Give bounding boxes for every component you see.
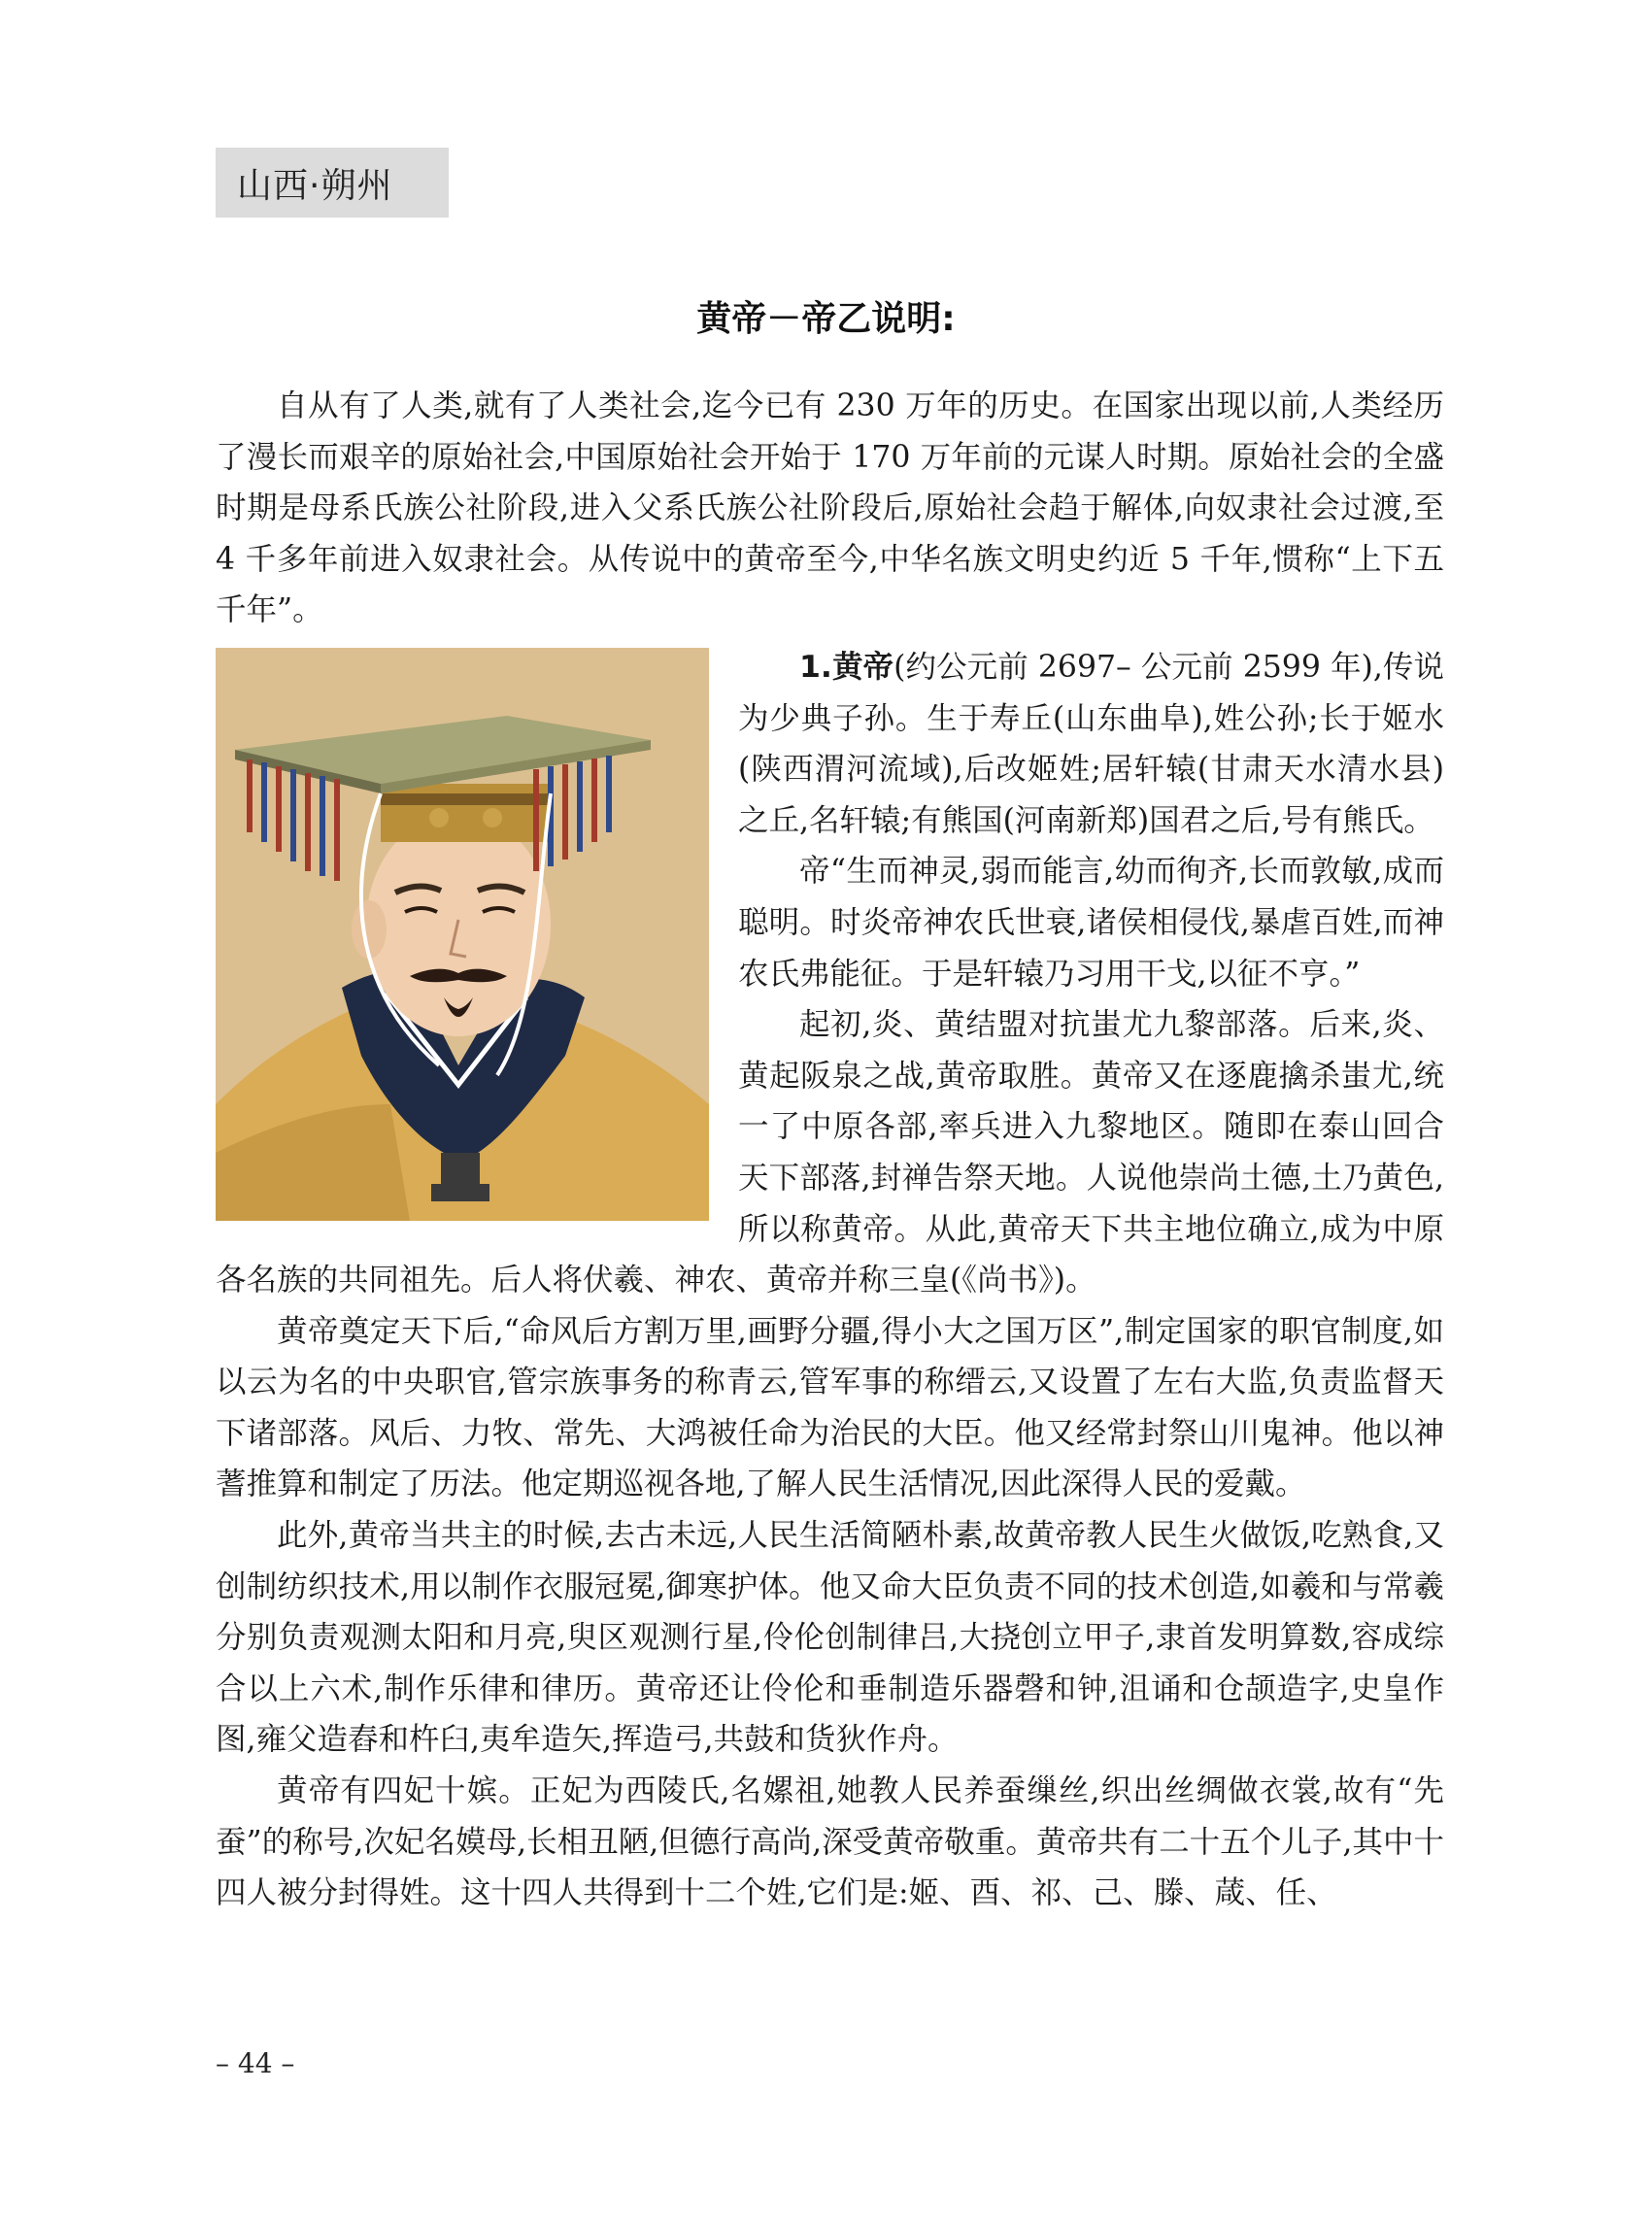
intro-paragraph: 自从有了人类,就有了人类社会,迄今已有 230 万年的历史。在国家出现以前,人类经历了漫长而艰辛的原始社会,中国原始社会开始于 170 万年前的元谋人时期。原始社会的全盛时期是母系氏族公社阶段,进入父系氏族公社阶段后,原始社会趋于解体,向奴隶社会过渡,至 4 千多年前进入奴隶社会。从传说中的黄帝至今,中华名族文明史约近 5 千年,惯称“上下五千年”。 [216,388,1444,628]
huangdi-text: (约公元前 2697– 公元前 2599 年),传说为少典子孙。生于寿丘(山东曲阜),姓公孙;长于姬水(陕西渭河流域),后改姬姓;居轩辕(甘肃天水清水县)之丘,名轩辕;有熊国(河南新郑)国君之后,号有熊氏。 [738,649,1444,838]
section-tab [216,148,449,218]
section-tab-label: 山西·朔州 [237,165,393,206]
page-number: – 44 – [216,2047,295,2079]
huangdi-heading: 1.黄帝 [799,649,894,685]
page-title: 黄帝－帝乙说明: [696,299,956,339]
article-body [216,381,1444,1919]
paragraph-quote: 帝“生而神灵,弱而能言,幼而徇齐,长而敦敏,成而聪明。时炎帝神农氏世衰,诸侯相侵伐,暴虐百姓,而神农氏弗能征。于是轩辕乃习用干戈,以征不亨。” [738,854,1444,992]
paragraph-governance: 黄帝奠定天下后,“命风后方割万里,画野分疆,得小大之国万区”,制定国家的职官制度,如以云为名的中央职官,管宗族事务的称青云,管军事的称缙云,又设置了左右大监,负责监督天下诸部落。风后、力牧、常先、大鸿被任命为治民的大臣。他又经常封祭山川鬼神。他以神蓍推算和制定了历法。他定期巡视各地,了解人民生活情况,因此深得人民的爱戴。 [216,1313,1444,1502]
paragraph-inventions: 此外,黄帝当共主的时候,去古未远,人民生活简陋朴素,故黄帝教人民生火做饭,吃熟食,又创制纺织技术,用以制作衣服冠冕,御寒护体。他又命大臣负责不同的技术创造,如羲和与常羲分别负责观测太阳和月亮,臾区观测行星,伶伦创制律吕,大挠创立甲子,隶首发明算数,容成综合以上六术,制作乐律和律历。黄帝还让伶伦和垂制造乐器磬和钟,沮诵和仓颉造字,史皇作图,雍父造舂和杵臼,夷牟造矢,挥造弓,共鼓和货狄作舟。 [216,1518,1444,1758]
paragraph-consorts: 黄帝有四妃十嫔。正妃为西陵氏,名嫘祖,她教人民养蚕缫丝,织出丝绸做衣裳,故有“先蚕”的称号,次妃名嫫母,长相丑陋,但德行高尚,深受黄帝敬重。黄帝共有二十五个儿子,其中十四人被分封得姓。这十四人共得到十二个姓,它们是:姬、酉、祁、己、滕、葴、任、 [216,1773,1444,1911]
paragraph-battles: 起初,炎、黄结盟对抗蚩尤九黎部落。后来,炎、黄起阪泉之战,黄帝取胜。黄帝又在逐鹿擒杀蚩尤,统一了中原各部,率兵进入九黎地区。随即在泰山回合天下部落,封禅告祭天地。人说他崇尚土德,土乃黄色,所以称黄帝。从此,黄帝天下共主地位确立,成为中原各名族的共同祖先。后人将伏羲、神农、黄帝并称三皇(《尚书》)。 [216,1007,1444,1298]
yellow-emperor-portrait [216,648,709,1221]
